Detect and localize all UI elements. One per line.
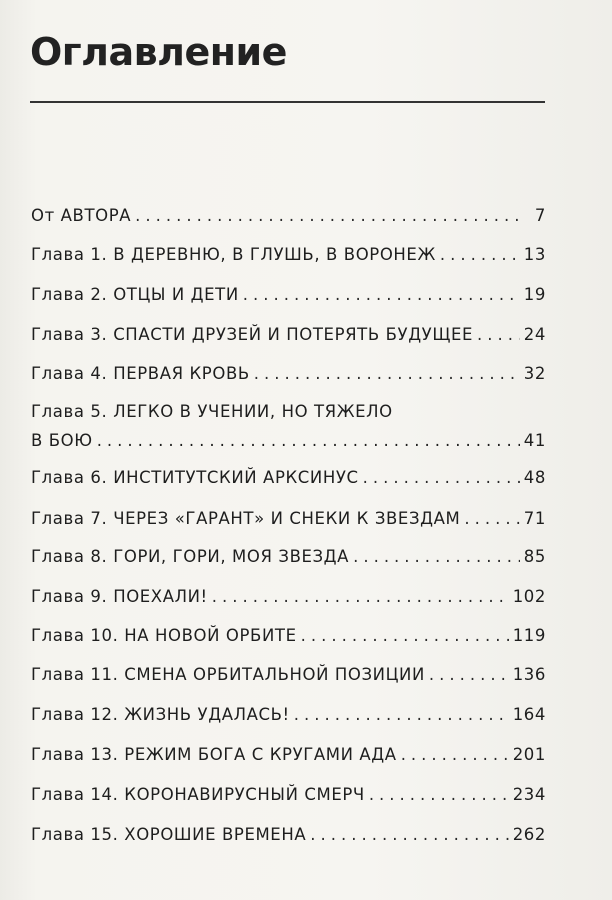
toc-entry bbox=[31, 785, 546, 804]
toc-entry-label: Глава 9. ПОЕХАЛИ! bbox=[31, 587, 208, 606]
toc-entry bbox=[31, 705, 546, 724]
toc-entry-label: Глава 7. ЧЕРЕЗ «ГАРАНТ» И СНЕКИ К ЗВЕЗДАМ bbox=[31, 509, 461, 528]
toc-entry-page: 41 bbox=[523, 431, 546, 450]
toc-entry-page: 24 bbox=[523, 325, 546, 344]
toc-entry-page: 201 bbox=[512, 745, 546, 764]
toc-entry-page: 85 bbox=[523, 547, 546, 566]
toc-entry bbox=[31, 665, 546, 684]
dot-leader bbox=[464, 509, 519, 528]
toc-entry-page: 119 bbox=[512, 626, 546, 645]
toc-entry-label: Глава 14. КОРОНАВИРУСНЫЙ СМЕРЧ bbox=[31, 785, 365, 804]
toc-entry-page: 13 bbox=[523, 245, 546, 264]
toc-entry-label: Глава 13. РЕЖИМ БОГА С КРУГАМИ АДА bbox=[31, 745, 397, 764]
toc-entry bbox=[31, 825, 546, 844]
toc-entry bbox=[31, 509, 546, 528]
dot-leader bbox=[440, 245, 520, 264]
toc-entry-label: Глава 2. ОТЦЫ И ДЕТИ bbox=[31, 285, 239, 304]
toc-entry-page: 136 bbox=[512, 665, 546, 684]
toc-entry bbox=[31, 206, 546, 225]
toc-entry-label-continued: В БОЮ bbox=[31, 431, 93, 450]
toc-entry-page: 164 bbox=[512, 705, 546, 724]
dot-leader bbox=[353, 547, 520, 566]
toc-entry bbox=[31, 468, 546, 487]
toc-entry bbox=[31, 547, 546, 566]
dot-leader bbox=[243, 285, 520, 304]
toc-entry-label: Глава 6. ИНСТИТУТСКИЙ АРКСИНУС bbox=[31, 468, 359, 487]
toc-entry-label: Глава 1. В ДЕРЕВНЮ, В ГЛУШЬ, В ВОРОНЕЖ bbox=[31, 245, 436, 264]
title-divider bbox=[30, 101, 545, 103]
dot-leader bbox=[369, 785, 509, 804]
toc-entry bbox=[31, 745, 546, 764]
toc-entry bbox=[31, 626, 546, 645]
toc-entry-label: Глава 3. СПАСТИ ДРУЗЕЙ И ПОТЕРЯТЬ БУДУЩЕЕ bbox=[31, 325, 474, 344]
toc-entry bbox=[31, 364, 546, 383]
toc-entry-page: 7 bbox=[534, 206, 546, 225]
toc-entry-page: 48 bbox=[523, 468, 546, 487]
toc-entry-page: 71 bbox=[523, 509, 546, 528]
toc-entry-label: Глава 4. ПЕРВАЯ КРОВЬ bbox=[31, 364, 250, 383]
dot-leader bbox=[135, 206, 522, 225]
toc-entry bbox=[31, 587, 546, 606]
toc-entry-page: 32 bbox=[523, 364, 546, 383]
toc-entry bbox=[31, 325, 546, 344]
dot-leader bbox=[363, 468, 520, 487]
toc-entry-page: 19 bbox=[523, 285, 546, 304]
dot-leader bbox=[310, 825, 508, 844]
toc-entry bbox=[31, 245, 546, 264]
toc-entry-page: 102 bbox=[512, 587, 546, 606]
toc-entry-label: От АВТОРА bbox=[31, 206, 132, 225]
toc-entry-label: Глава 8. ГОРИ, ГОРИ, МОЯ ЗВЕЗДА bbox=[31, 547, 350, 566]
dot-leader bbox=[294, 705, 509, 724]
dot-leader bbox=[254, 364, 520, 383]
dot-leader bbox=[477, 325, 520, 344]
toc-entry-label: Глава 5. ЛЕГКО В УЧЕНИИ, НО ТЯЖЕЛО bbox=[31, 402, 393, 421]
dot-leader bbox=[301, 626, 509, 645]
dot-leader bbox=[212, 587, 509, 606]
dot-leader bbox=[401, 745, 509, 764]
toc-entry-label: Глава 15. ХОРОШИЕ ВРЕМЕНА bbox=[31, 825, 307, 844]
toc-entry-page: 234 bbox=[512, 785, 546, 804]
toc-entry-label: Глава 11. СМЕНА ОРБИТАЛЬНОЙ ПОЗИЦИИ bbox=[31, 665, 425, 684]
dot-leader bbox=[429, 665, 509, 684]
toc-entry bbox=[31, 285, 546, 304]
toc-entry-page: 262 bbox=[512, 825, 546, 844]
toc-entry-label: Глава 10. НА НОВОЙ ОРБИТЕ bbox=[31, 626, 297, 645]
dot-leader bbox=[97, 431, 520, 450]
page-title: Оглавление bbox=[30, 30, 287, 74]
toc-entry bbox=[31, 402, 546, 450]
toc-entry-label: Глава 12. ЖИЗНЬ УДАЛАСЬ! bbox=[31, 705, 290, 724]
